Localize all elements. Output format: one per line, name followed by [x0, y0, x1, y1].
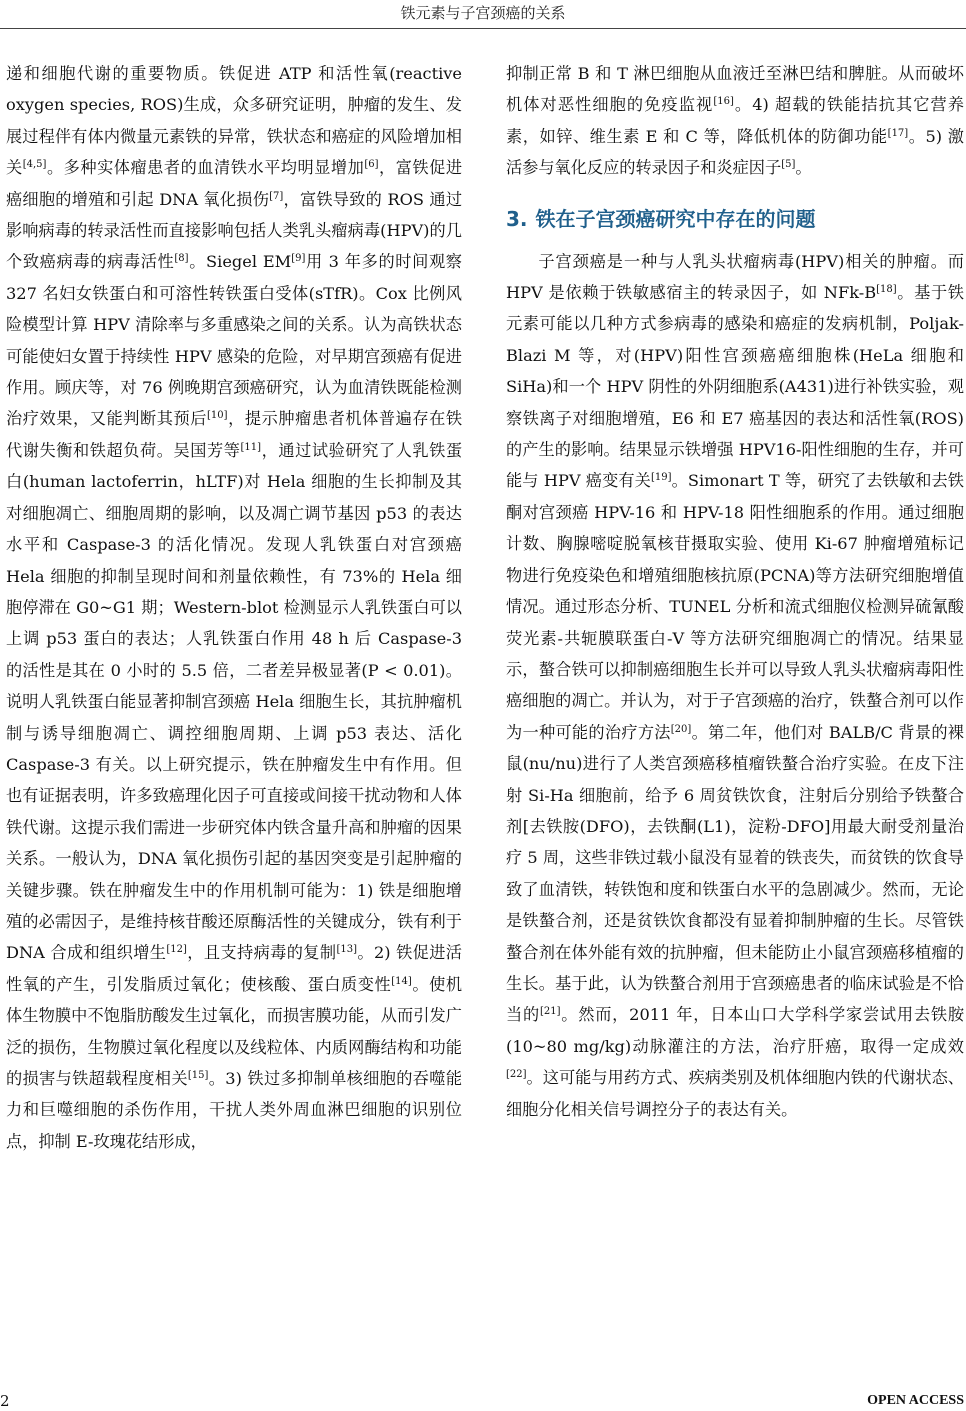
citation-ref: [14] — [391, 975, 412, 987]
text-run: 。3) 铁过多抑制单核细胞的吞噬能力和巨噬细胞的杀伤作用，干扰人类外周血淋巴细胞的识别位点，抑制 E-玫瑰花结形成， — [6, 1069, 463, 1151]
text-run: 子宫颈癌是一种与人乳头状瘤病毒(HPV)相关的肿瘤。而 HPV 是依赖于铁敏感宿主的转录因子，如 NFk-B — [506, 251, 964, 303]
text-run: 。多种实体瘤患者的血清铁水平均明显增加 — [46, 158, 365, 178]
citation-ref: [12] — [166, 944, 187, 956]
citation-ref: [5] — [781, 159, 796, 171]
citation-ref: [21] — [539, 1006, 561, 1018]
text-run: ，提示肿瘤患者机体普遍存在铁代谢失衡和铁超负荷。吴国芳等 — [6, 409, 463, 460]
citation-ref: [8] — [174, 253, 189, 265]
citation-ref: [6] — [364, 159, 379, 171]
text-run: 。使机体生物膜中不饱脂肪酸发生过氧化，而损害膜功能，从而引发广泛的损伤，生物膜过氧化程度以及线粒体、内质网酶结构和功能的损害与铁超载程度相关 — [6, 974, 463, 1088]
text-run: 。Simonart T 等，研究了去铁敏和去铁酮对宫颈癌 HPV-16 和 HPV-18 阳性细胞系的作用。通过细胞计数、胸腺嘧啶脱氧核苷摄取实验、使用 Ki-67 肿瘤增殖标记物进行免疫染色和增殖细胞核抗原(PCNA)等方法研究细胞增值情况。通过形态分析、TUNEL 分析和流式细胞仪检测异硫氰酸荧光素-共轭膜联蛋白-V 等方法研究细胞凋亡的情况。结果显示，螯合铁可以抑制癌细胞生长并可以导致人乳头状瘤病毒阳性癌细胞的凋亡。并认为，对于子宫颈癌的治疗，铁螯合剂可以作为一种可能的治疗方法 — [506, 471, 964, 742]
page-number: 2 — [0, 1392, 10, 1410]
citation-ref: [9] — [291, 253, 306, 265]
right-column — [506, 58, 964, 1125]
text-run: 。然而，2011 年，日本山口大学科学家尝试用去铁胺(10~80 mg/kg)动脉灌注的方法，治疗肝癌，取得一定成效 — [506, 1005, 965, 1056]
text-run: 。 — [795, 158, 812, 178]
left-column — [6, 58, 462, 1157]
citation-ref: [11] — [240, 441, 262, 453]
text-run: ，通过试验研究了人乳铁蛋白(human lactoferrin，hLTF)对 Hela 细胞的生长抑制及其对细胞凋亡、细胞周期的影响，以及凋亡调节基因 p53 的表达水平和 Caspase-3 的活化情况。发现人乳铁蛋白对宫颈癌 Hela 细胞的抑制呈现时间和剂量依赖性，有 73%的 Hela 细胞停滞在 G0~G1 期；Western-blot 检测显示人乳铁蛋白可以上调 p53 蛋白的表达；人乳铁蛋白作用 48 h 后 Caspase-3 的活性是其在 0 小时的 5.5 倍，二者差异极显著(P < 0.01)。说明人乳铁蛋白能显著抑制宫颈癌 Hela 细胞生长，其抗肿瘤机制与诱导细胞凋亡、调控细胞周期、上调 p53 表达、活化 Caspase-3 有关。以上研究提示，铁在肿瘤发生中有作用。但也有证据表明，许多致癌理化因子可直接或间接干扰动物和人体铁代谢。这提示我们需进一步研究体内铁含量升高和肿瘤的因果关系。一般认为，DNA 氧化损伤引起的基因突变是引起肿瘤的关键步骤。铁在肿瘤发生中的作用机制可能为：1) 铁是细胞增殖的必需因子，是维持核苷酸还原酶活性的关键成分，铁有利于 DNA 合成和组织增生 — [6, 440, 463, 963]
citation-ref: [16] — [713, 96, 734, 108]
citation-ref: [10] — [207, 410, 228, 422]
section-heading — [506, 204, 964, 234]
header-divider — [0, 28, 966, 29]
citation-ref: [17] — [887, 127, 909, 139]
text-run: 。第二年，他们对 BALB/C 背景的裸鼠(nu/nu)进行了人类宫颈癌移植瘤铁螯合治疗实验。在皮下注射 Si-Ha 细胞前，给予 6 周贫铁饮食，注射后分别给予铁螯合剂[去铁胺(DFO)，去铁酮(L1)，淀粉-DFO]用最大耐受剂量治疗 5 周，这些非铁过载小鼠没有显着的铁丧失，而贫铁的饮食导致了血清铁，转铁饱和度和铁蛋白水平的急剧减少。然而，无论是铁螯合剂，还是贫铁饮食都没有显着抑制肿瘤的生长。尽管铁螯合剂在体外能有效的抗肿瘤，但未能防止小鼠宫颈癌移植瘤的生长。基于此，认为铁螯合剂用于宫颈癌患者的临床试验是不恰当的 — [506, 722, 964, 1025]
open-access-label: OPEN ACCESS — [867, 1393, 964, 1408]
section-number: 3. — [506, 206, 528, 231]
text-run: ，富铁促进癌细胞的增殖和引起 DNA 氧化损伤 — [6, 158, 463, 209]
citation-ref: [19] — [650, 472, 672, 484]
text-run: 。4) 超载的铁能拮抗其它营养素，如锌、维生素 E 和 C 等，降低机体的防御功能 — [506, 95, 964, 146]
citation-ref: [13] — [336, 944, 357, 956]
citation-ref: [4,5] — [22, 159, 47, 171]
text-run: 。5) 激活参与氧化反应的转录因子和炎症因子 — [506, 126, 964, 178]
text-run: 递和细胞代谢的重要物质。铁促进 ATP 和活性氧(reactive oxygen species, ROS)生成，众多研究证明，肿瘤的发生、发展过程伴有体内微量元素铁的异常，铁状态和癌症的风险增加相关 — [6, 64, 462, 178]
section-title: 铁在子宫颈癌研究中存在的问题 — [535, 206, 816, 231]
text-run: 用 3 年多的时间观察 327 名妇女铁蛋白和可溶性转铁蛋白受体(sTfR)。Cox 比例风险模型计算 HPV 清除率与多重感染之间的关系。认为高铁状态可能使妇女置于持续性 HPV 感染的危险，对早期宫颈癌有促进作用。顾庆等，对 76 例晚期宫颈癌研究，认为血清铁既能检测治疗效果，又能判断其预后 — [6, 252, 462, 429]
text-run: ，富铁导致的 ROS 通过影响病毒的转录活性而直接影响包括人类乳头瘤病毒(HPV)的几个致癌病毒的病毒活性 — [6, 189, 463, 272]
citation-ref: [20] — [670, 723, 692, 735]
text-run: 。这可能与用药方式、疾病类别及机体细胞内铁的代谢状态、细胞分化相关信号调控分子的表达有关。 — [506, 1068, 964, 1119]
citation-ref: [22] — [506, 1069, 527, 1081]
right-paragraph-continued — [506, 58, 964, 184]
running-header-title: 铁元素与子宫颈癌的关系 — [400, 4, 566, 22]
citation-ref: [7] — [269, 190, 284, 202]
text-run: 抑制正常 B 和 T 淋巴细胞从血液迁至淋巴结和脾脏。从而破坏机体对恶性细胞的免疫监视 — [506, 64, 964, 115]
right-paragraph-section3 — [506, 246, 964, 1125]
text-run: 。Siegel EM — [188, 252, 292, 272]
citation-ref: [18] — [876, 284, 897, 296]
text-run: ，且支持病毒的复制 — [186, 943, 337, 963]
text-run: 。2) 铁促进活性氧的产生，引发脂质过氧化；使核酸、蛋白质变性 — [6, 943, 462, 994]
citation-ref: [15] — [187, 1070, 209, 1081]
left-paragraph — [6, 58, 462, 1157]
text-run: 。基于铁元素可能以几种方式参病毒的感染和癌症的发病机制，Poljak-Blazi M 等，对(HPV)阳性宫颈癌癌细胞株(HeLa 细胞和 SiHa)和一个 HPV 阴性的外阴细胞系(A431)进行补铁实验，观察铁离子对细胞增殖，E6 和 E7 癌基因的表达和活性氧(ROS)的产生的影响。结果显示铁增强 HPV16-阳性细胞的生存，并可能与 HPV 癌变有关 — [506, 283, 964, 491]
